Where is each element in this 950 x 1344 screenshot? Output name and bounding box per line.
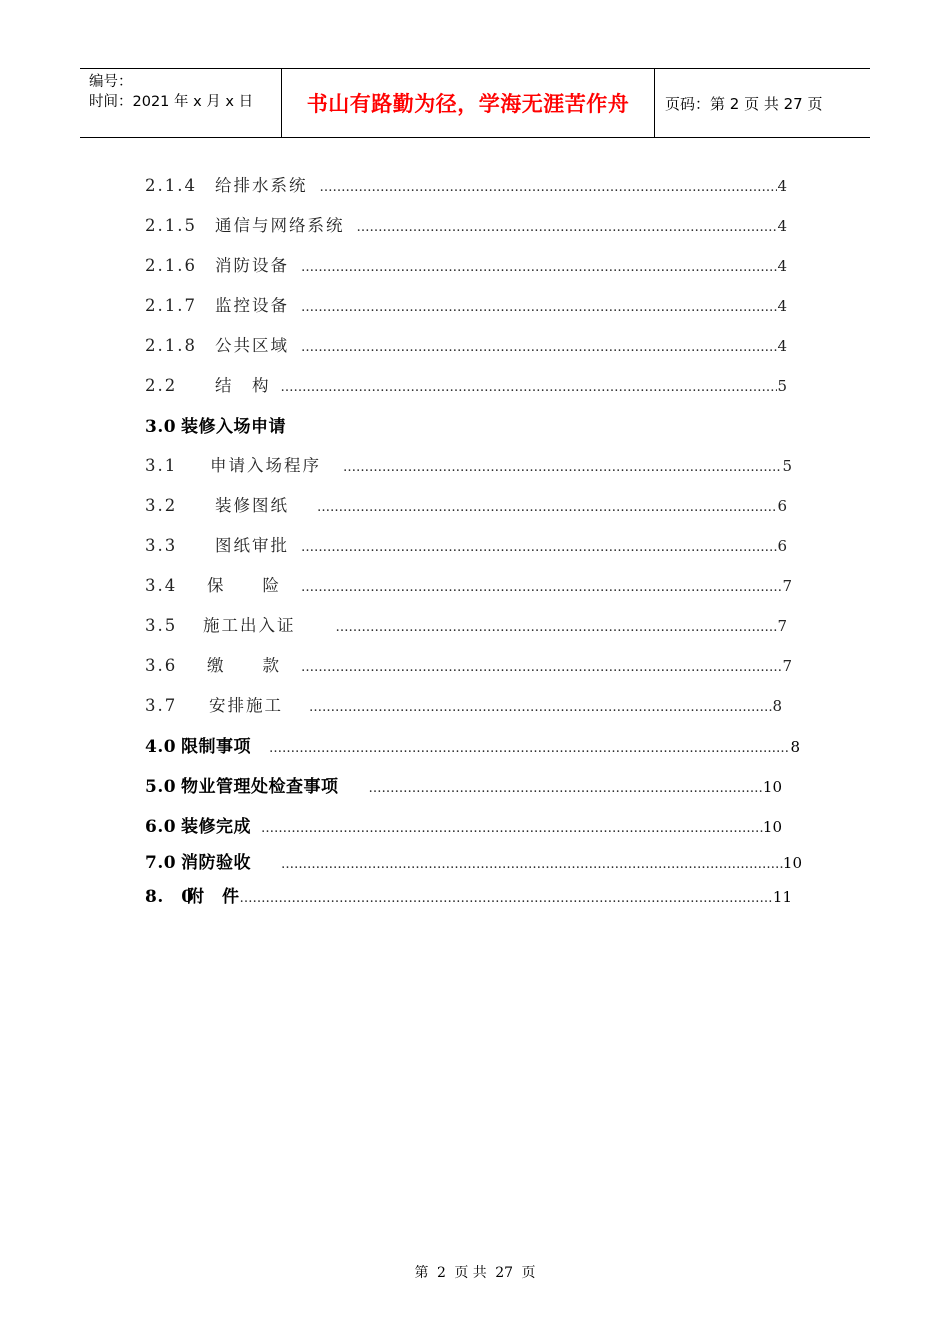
toc-page: 7 [782,657,792,675]
toc-title: 装修完成 [181,817,251,837]
toc-entry[interactable] [145,372,787,396]
toc-title: 消防验收 [181,853,251,873]
toc-entry[interactable] [145,172,787,196]
toc-leader [301,340,777,355]
toc-leader [357,220,778,235]
toc-number: 3.4 [145,576,178,595]
page-info: 页码：第 2 页 共 27 页 [665,94,823,113]
toc-page: 6 [777,497,787,515]
toc-leader [317,500,777,515]
toc-number: 4.0 [145,737,177,757]
toc-entry[interactable] [145,452,792,476]
toc-title: 施工出入证 [203,616,296,635]
toc-title: 物业管理处检查事项 [181,777,339,797]
toc-entry[interactable] [145,252,787,276]
toc-leader [281,380,778,395]
toc-entry[interactable] [145,332,787,356]
toc-title: 图纸审批 [215,536,289,555]
toc-number: 2.1.8 [145,336,197,355]
toc-title: 装修入场申请 [181,417,286,437]
toc-leader [240,891,773,906]
toc-title: 装修图纸 [215,496,289,515]
toc-number: 3.6 [145,656,178,675]
toc-number: 5.0 [145,777,177,797]
toc-number: 3.2 [145,496,178,515]
toc-section-entry[interactable] [145,812,782,837]
page-footer [0,1262,950,1282]
toc-entry[interactable] [145,572,792,596]
toc-title: 结 构 [215,376,271,395]
toc-number: 2.1.4 [145,176,197,195]
toc-number: 2.1.7 [145,296,197,315]
footer-total-pages: 27 [495,1265,514,1281]
toc-number: 8. 0 [145,887,194,907]
toc-page: 10 [782,854,802,872]
toc-title: 附 件 [187,887,240,907]
toc-page: 4 [777,257,787,275]
footer-prefix: 第 [414,1265,429,1281]
toc-leader [369,781,763,796]
toc-entry[interactable] [145,532,787,556]
toc-leader [301,300,777,315]
toc-page: 10 [762,818,782,836]
toc-page: 4 [777,337,787,355]
toc-leader [320,180,778,195]
toc-entry[interactable] [145,652,792,676]
toc-number: 3.3 [145,536,178,555]
toc-leader [269,741,790,756]
toc-section-entry[interactable] [145,772,782,797]
toc-title: 公共区域 [215,336,289,355]
toc-leader [336,620,778,635]
toc-page: 11 [772,888,792,906]
toc-number: 6.0 [145,817,177,837]
toc-page: 8 [790,738,800,756]
toc-page: 6 [777,537,787,555]
time-label: 时间：2021 年 x 月 x 日 [89,94,254,110]
code-label: 编号： [89,74,133,90]
toc-number: 7.0 [145,853,177,873]
toc-title: 缴 款 [207,656,281,675]
footer-middle: 页 共 [454,1265,487,1281]
toc-page: 5 [777,377,787,395]
toc-leader [301,580,782,595]
toc-page: 4 [777,217,787,235]
toc-leader [301,540,777,555]
toc-entry[interactable] [145,212,787,236]
toc-title: 安排施工 [209,696,283,715]
motto-text: 书山有路勤为径，学海无涯苦作舟 [306,92,630,116]
toc-page: 5 [782,457,792,475]
toc-entry[interactable] [145,492,787,516]
toc-number: 3.5 [145,616,178,635]
toc-page: 4 [777,177,787,195]
toc-leader [309,700,772,715]
toc-number: 2.1.6 [145,256,197,275]
toc-leader [343,460,782,475]
toc-title: 监控设备 [215,296,289,315]
toc-number: 2.1.5 [145,216,197,235]
toc-number: 3.7 [145,696,178,715]
toc-page: 7 [777,617,787,635]
footer-current-page: 2 [436,1265,446,1281]
footer-suffix: 页 [521,1265,536,1281]
toc-page: 10 [762,778,782,796]
toc-title: 给排水系统 [215,176,308,195]
toc-number: 3.0 [145,417,177,437]
toc-entry[interactable] [145,612,787,636]
toc-number: 2.2 [145,376,178,395]
toc-section-entry[interactable] [145,732,800,757]
toc-section-heading[interactable] [145,412,787,437]
toc-page: 8 [772,697,782,715]
toc-title: 保 险 [207,576,281,595]
toc-leader [301,260,777,275]
toc-section-entry[interactable] [145,882,792,907]
toc-title: 通信与网络系统 [215,216,345,235]
toc-page: 4 [777,297,787,315]
toc-section-entry[interactable] [145,848,802,873]
toc-number: 3.1 [145,456,178,475]
toc-entry[interactable] [145,292,787,316]
toc-entry[interactable] [145,692,782,716]
toc-title: 申请入场程序 [210,456,321,475]
toc-leader [281,857,783,872]
toc-leader [261,821,763,836]
toc-leader [301,660,782,675]
toc-title: 限制事项 [181,737,251,757]
toc-page: 7 [782,577,792,595]
toc-title: 消防设备 [215,256,289,275]
